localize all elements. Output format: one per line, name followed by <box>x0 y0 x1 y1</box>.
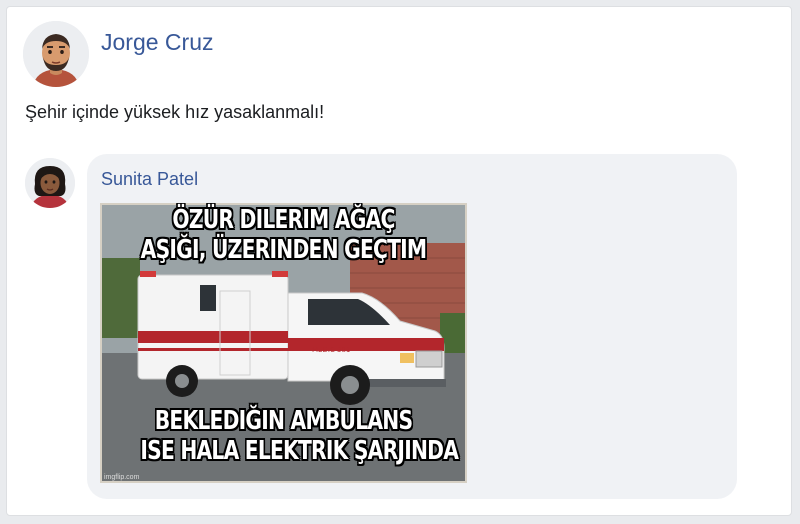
female-avatar-icon <box>25 158 75 208</box>
meme-image[interactable] <box>100 203 467 483</box>
meme-top-line-2: AŞIĞI, ÜZERINDEN GEÇTIM <box>140 235 427 265</box>
post-card <box>6 6 792 516</box>
comment-author-avatar[interactable] <box>25 158 75 208</box>
comment-author-name[interactable]: Sunita Patel <box>101 169 199 189</box>
meme-bottom-caption <box>140 406 459 466</box>
post-text: Şehir içinde yüksek hız yasaklanmalı! <box>25 102 325 122</box>
meme-bottom-line-2: ISE HALA ELEKTRIK ŞARJINDA <box>140 436 459 466</box>
male-avatar-icon <box>23 21 89 87</box>
post-author-avatar[interactable] <box>23 21 89 87</box>
meme-watermark: imgflip.com <box>104 474 140 481</box>
post-author-name[interactable]: Jorge Cruz <box>101 29 214 55</box>
meme-top-caption <box>140 205 426 265</box>
meme-top-line-1: ÖZÜR DILERIM AĞAÇ <box>172 205 395 235</box>
meme-bottom-line-1: BEKLEDIĞIN AMBULANS <box>154 406 413 436</box>
ambulance-unit-label: MEDIC 381 <box>312 346 351 354</box>
comment-bubble <box>87 154 737 499</box>
